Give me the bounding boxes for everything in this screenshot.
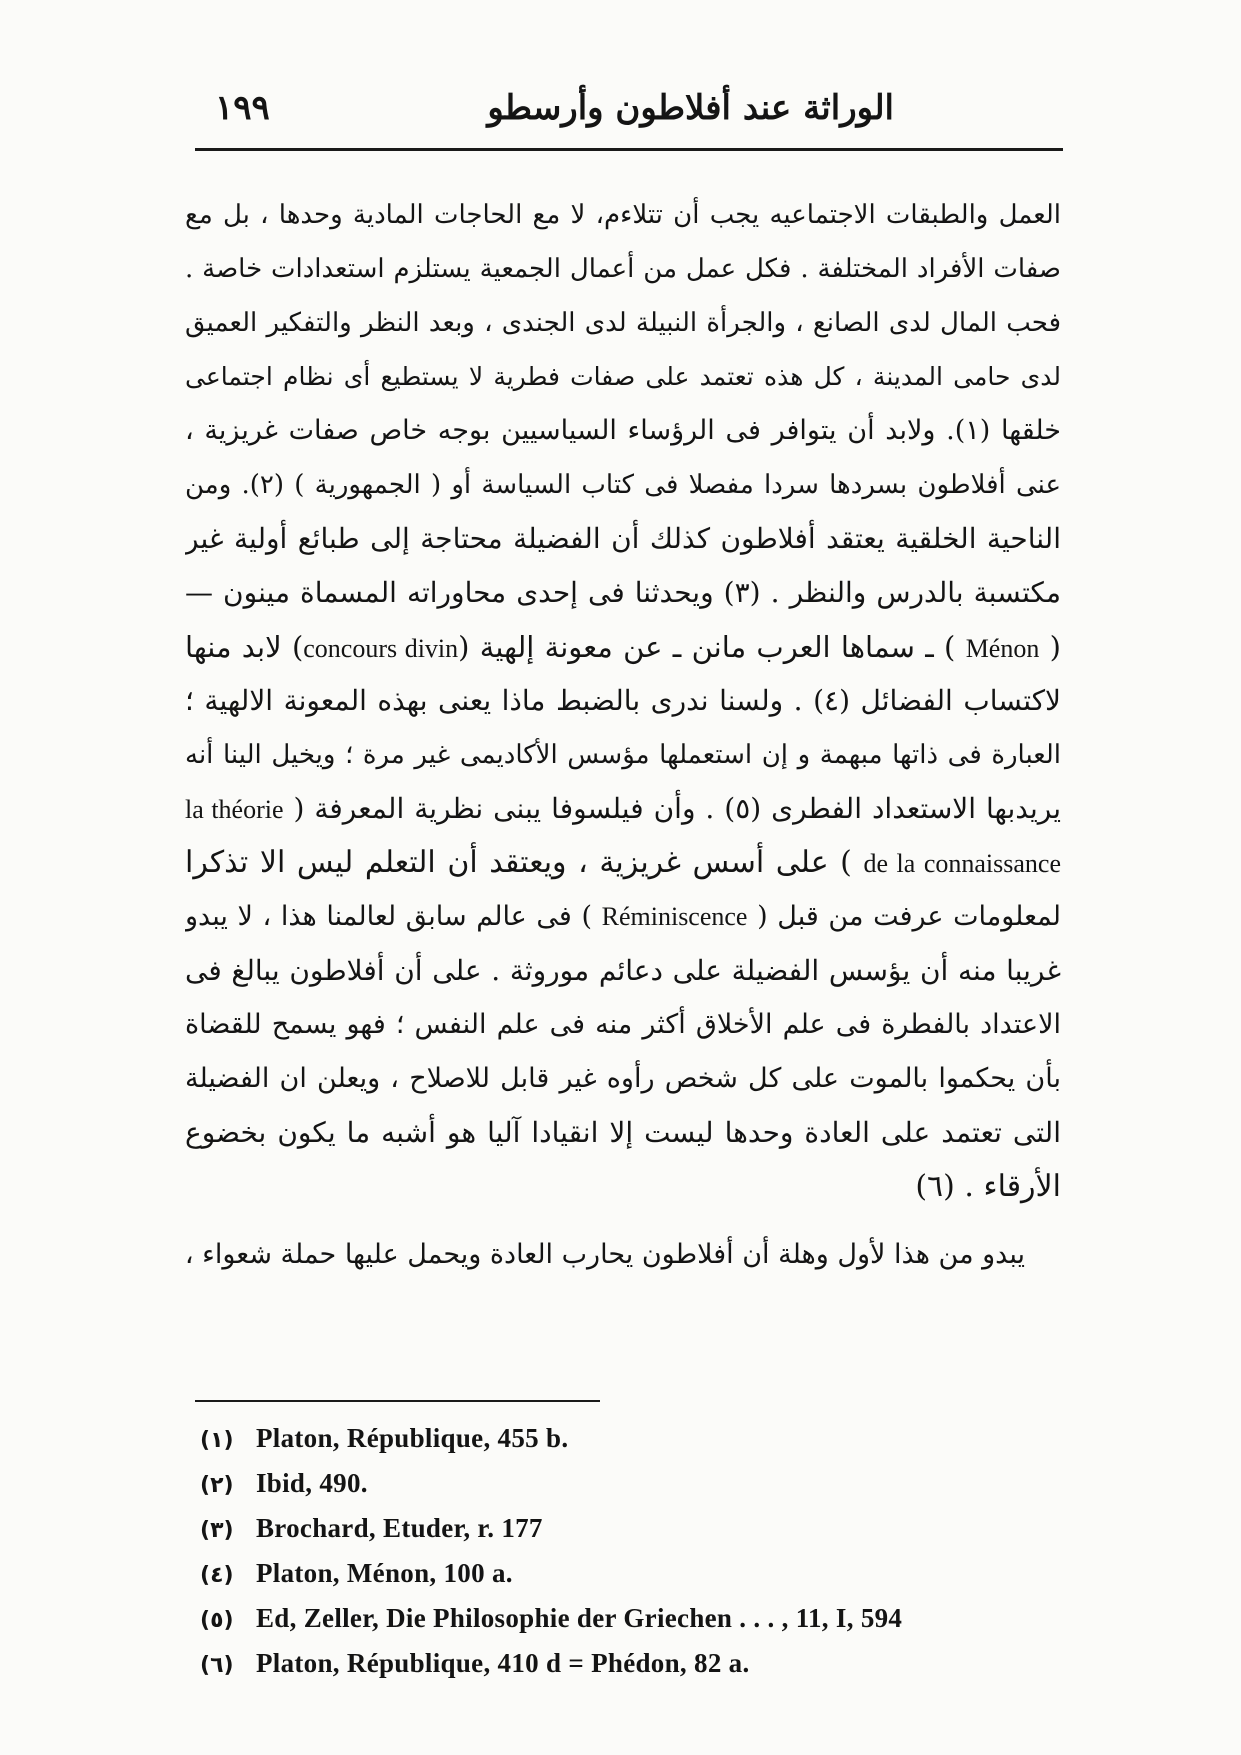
- text-line-14: لمعلومات عرفت من قبل ( Réminiscence ) فى عالم سابق لعالمنا هذا ، لا يبدو: [185, 901, 1061, 932]
- footnote-1: [200, 1416, 1060, 1461]
- latin-term-menon: Ménon: [965, 634, 1040, 663]
- latin-term-connaissance: de la connaissance: [863, 849, 1061, 878]
- text-line-1: العمل والطبقات الاجتماعيه يجب أن تتلاءم، لا مع الحاجات المادية وحدها ، بل مع: [185, 200, 1061, 230]
- footnote-5: [200, 1596, 1060, 1641]
- text-line-12: يريدبها الاستعداد الفطرى (٥) . وأن فيلسوفا يبنى نظرية المعرفة ( la théorie: [185, 792, 1061, 825]
- footnote-number: (٢): [200, 1473, 234, 1498]
- footnotes: [200, 1416, 1060, 1686]
- text-line-5: خلقها (١). ولابد أن يتوافر فى الرؤساء السياسيين بوجه خاص صفات غريزية ،: [185, 415, 1061, 446]
- running-title: الوراثة عند أفلاطون وأرسطو: [487, 88, 894, 128]
- latin-term-concours-divin: concours divin: [303, 634, 459, 663]
- running-header: [195, 82, 1046, 138]
- footnote-number: (٣): [200, 1518, 234, 1543]
- text-line-15: غريبا منه أن يؤسس الفضيلة على دعائم موروثة . على أن أفلاطون يبالغ فى: [185, 954, 1061, 987]
- latin-term-la-theorie: la théorie: [185, 795, 284, 824]
- text-line-16: الاعتداد بالفطرة فى علم الأخلاق أكثر منه فى علم النفس ؛ فهو يسمح للقضاة: [185, 1009, 1061, 1040]
- footnote-text: Brochard, Etuder, r. 177: [256, 1513, 543, 1543]
- text-line-6: عنى أفلاطون بسردها سردا مفصلا فى كتاب السياسة أو ( الجمهورية ) (٢). ومن: [185, 470, 1061, 500]
- text-line-11: العبارة فى ذاتها مبهمة و إن استعملها مؤسس الأكاديمى غير مرة ؛ ويخيل الينا أنه: [185, 740, 1061, 770]
- text-line-9: ( Ménon ) ـ سماها العرب مانن ـ عن معونة إلهية (concours divin) لابد منها: [185, 630, 1061, 664]
- footnote-text: Platon, Ménon, 100 a.: [256, 1558, 513, 1588]
- footnote-text: Ed, Zeller, Die Philosophie der Griechen . . . , 11, I, 594: [256, 1603, 903, 1633]
- footnote-number: (٤): [200, 1563, 234, 1588]
- page-number: ١٩٩: [215, 88, 270, 128]
- footnote-text: Platon, République, 410 d = Phédon, 82 a.: [256, 1648, 750, 1678]
- text-line-20: يبدو من هذا لأول وهلة أن أفلاطون يحارب العادة ويحمل عليها حملة شعواء ،: [185, 1239, 1025, 1270]
- footnote-number: (٥): [200, 1608, 234, 1633]
- footnote-2: [200, 1461, 1060, 1506]
- footnote-rule: [195, 1400, 600, 1402]
- header-rule: [195, 148, 1063, 151]
- footnote-number: (٦): [200, 1653, 234, 1678]
- text-line-8: مكتسبة بالدرس والنظر . (٣) ويحدثنا فى إحدى محاوراته المسماة مينون —: [185, 576, 1061, 609]
- latin-term-reminiscence: Réminiscence: [601, 902, 748, 931]
- text-line-2: صفات الأفراد المختلفة . فكل عمل من أعمال الجمعية يستلزم استعدادات خاصة .: [185, 254, 1061, 284]
- text-line-18: التى تعتمد على العادة وحدها ليست إلا انقيادا آليا هو أشبه ما يكون بخضوع: [185, 1116, 1061, 1149]
- footnote-number: (١): [200, 1428, 234, 1453]
- text-line-10: لاكتساب الفضائل (٤) . ولسنا ندرى بالضبط ماذا يعنى بهذه المعونة الالهية ؛: [185, 684, 1061, 717]
- text-line-4: لدى حامى المدينة ، كل هذه تعتمد على صفات فطرية لا يستطيع أى نظام اجتماعى: [185, 362, 1061, 391]
- footnote-text: Platon, République, 455 b.: [256, 1423, 569, 1453]
- text-line-7: الناحية الخلقية يعتقد أفلاطون كذلك أن الفضيلة محتاجة إلى طبائع أولية غير: [185, 522, 1061, 555]
- body-text: [185, 188, 1061, 1282]
- text-line-19: الأرقاء . (٦): [915, 1169, 1061, 1204]
- text-line-3: فحب المال لدى الصانع ، والجرأة النبيلة لدى الجندى ، وبعد النظر والتفكير العميق: [185, 308, 1061, 338]
- text-line-13: de la connaissance ) على أسس غريزية ، ويعتقد أن التعلم ليس الا تذكرا: [185, 845, 1061, 880]
- text-line-17: بأن يحكموا بالموت على كل شخص رأوه غير قابل للاصلاح ، ويعلن ان الفضيلة: [185, 1063, 1061, 1094]
- footnote-3: [200, 1506, 1060, 1551]
- footnote-text: Ibid, 490.: [256, 1468, 368, 1498]
- footnote-4: [200, 1551, 1060, 1596]
- footnote-6: [200, 1641, 1060, 1686]
